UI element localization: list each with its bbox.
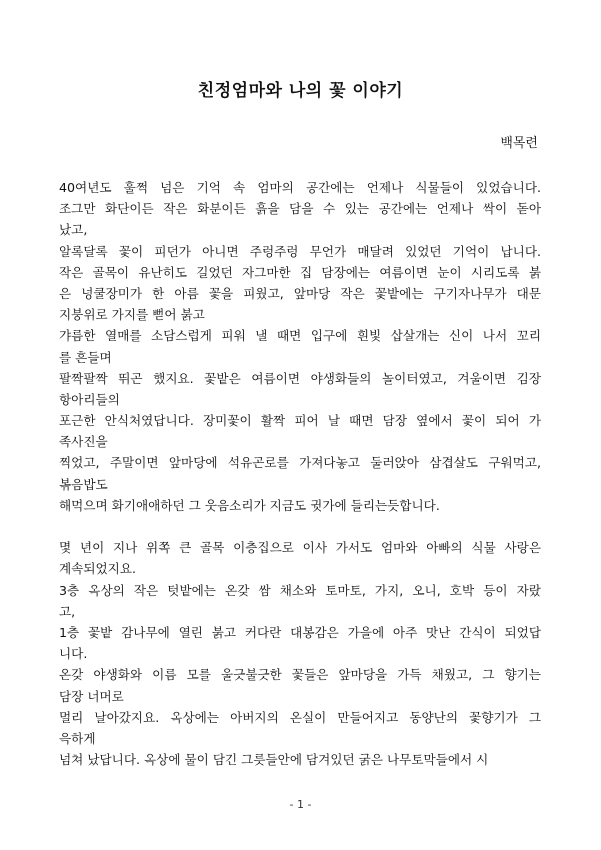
- page-number: - 1 -: [289, 798, 312, 811]
- text-line: 볶음밥도: [59, 476, 108, 492]
- text-line: 온갖 야생화와 이름 모를 울긋불긋한 꽃들은 앞마당을 가득 채웠고, 그 향기는: [59, 667, 541, 683]
- text-line: 조그만 화단이든 작은 화분이든 흙을 담을 수 있는 공간에는 언제나 싹이 돋아: [59, 201, 541, 217]
- text-line: 를 흔들며: [59, 349, 112, 365]
- text-line: 몇 년이 지나 위쪽 큰 골목 이층집으로 이사 가서도 엄마와 아빠의 식물 사랑은: [59, 540, 541, 556]
- text-line: 계속되었지요.: [59, 561, 136, 577]
- text-line: 담장 너머로: [59, 688, 124, 704]
- paragraph: [59, 177, 541, 516]
- text-line: 멀리 날아갔지요. 옥상에는 아버지의 온실이 만들어지고 동양난의 꽃향기가 그: [59, 709, 541, 725]
- text-line: 넘쳐 났답니다. 옥상에 물이 담긴 그릇들안에 담겨있던 굵은 나무토막들에서 시: [59, 752, 489, 768]
- text-line: 은 넝쿨장미가 한 아름 꽃을 피웠고, 앞마당 작은 꽃밭에는 구기자나무가 대문: [59, 285, 541, 301]
- paragraph-gap: [59, 516, 541, 537]
- text-line: 작은 골목이 유난히도 길었던 자그마한 집 담장에는 여름이면 눈이 시리도록 붉: [59, 264, 541, 280]
- document-body: [59, 177, 541, 770]
- text-line: 40여년도 훌쩍 넘은 기억 속 엄마의 공간에는 언제나 식물들이 있었습니다.: [59, 180, 541, 195]
- text-line: 지붕위로 가지를 뻗어 붉고: [59, 307, 205, 323]
- text-line: 났고,: [59, 222, 88, 238]
- text-line: 항아리들의: [59, 391, 120, 407]
- text-line: 족사진을: [59, 434, 108, 450]
- text-line: 니다.: [59, 646, 88, 662]
- text-line: 포근한 안식처였답니다. 장미꽃이 활짝 피어 날 때면 담장 옆에서 꽃이 되어 가: [59, 413, 541, 429]
- text-line: 알록달록 꽃이 피던가 아니면 주렁주렁 무언가 매달려 있었던 기억이 납니다.: [59, 243, 541, 259]
- text-line: 고,: [59, 603, 76, 619]
- text-line: 팔짝팔짝 뛰곤 했지요. 꽃밭은 여름이면 야생화들의 놀이터였고, 겨울이면 김장: [59, 370, 541, 386]
- author-name: 백목련: [500, 136, 538, 151]
- text-line: 해먹으며 화기애애하던 그 웃음소리가 지금도 귓가에 들리는듯합니다.: [59, 497, 440, 513]
- document-title: 친정엄마와 나의 꽃 이야기: [197, 81, 404, 101]
- text-line: 1층 꽃밭 감나무에 열린 붉고 커다란 대봉감은 가을에 아주 맛난 간식이 되었답: [59, 624, 541, 640]
- paragraph: [59, 537, 541, 770]
- text-line: 윽하게: [59, 730, 96, 746]
- text-line: 갸름한 열매를 소담스럽게 피워 낼 때면 입구에 흰빛 삽살개는 신이 나서 꼬리: [59, 328, 541, 344]
- text-line: 찍었고, 주말이면 앞마당에 석유곤로를 가져다놓고 둘러앉아 삼겹살도 구워먹고,: [59, 455, 541, 471]
- text-line: 3층 옥상의 작은 텃밭에는 온갖 쌈 채소와 토마토, 가지, 오니, 호박 등이 자랐: [59, 582, 541, 598]
